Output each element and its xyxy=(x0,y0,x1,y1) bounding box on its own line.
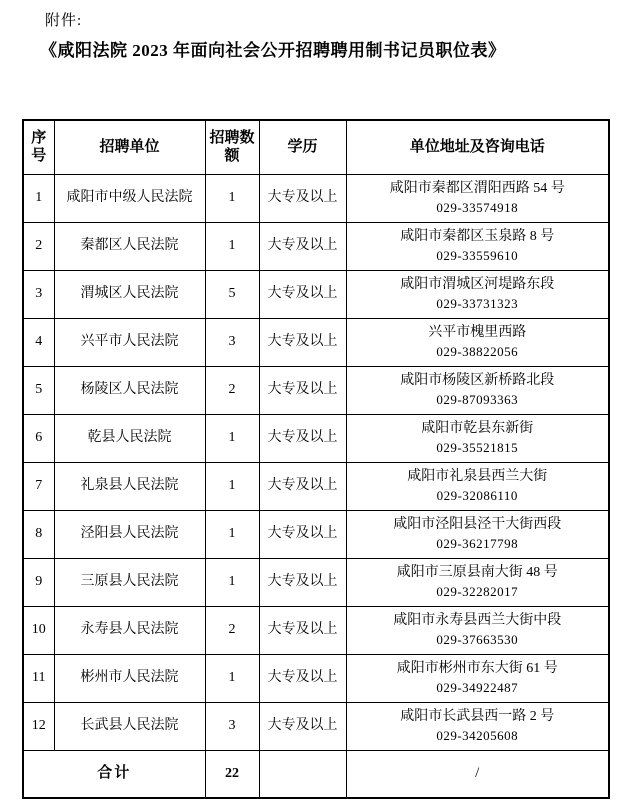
attachment-label: 附件: xyxy=(45,13,83,29)
address-line: 咸阳市渭城区河堤路东段 xyxy=(400,276,555,292)
recruiting-unit: 三原县人民法院 xyxy=(54,558,205,606)
recruiting-unit: 咸阳市中级人民法院 xyxy=(54,174,205,222)
table-row xyxy=(23,222,609,270)
phone-line: 029-87093363 xyxy=(436,391,519,407)
recruit-count: 1 xyxy=(205,414,259,462)
address-and-phone xyxy=(346,270,609,318)
total-address-slash: / xyxy=(346,750,609,798)
row-number: 1 xyxy=(23,174,54,222)
table-header-row xyxy=(23,120,609,174)
education-requirement: 大专及以上 xyxy=(259,558,346,606)
address-line: 咸阳市礼泉县西兰大街 xyxy=(407,468,548,484)
recruit-count: 1 xyxy=(205,222,259,270)
recruit-count: 1 xyxy=(205,654,259,702)
address-line: 咸阳市彬州市东大街 61 号 xyxy=(396,660,558,676)
header-recruit-count: 招聘数额 xyxy=(205,120,259,174)
recruiting-unit: 彬州市人民法院 xyxy=(54,654,205,702)
row-number: 12 xyxy=(23,702,54,750)
address-line: 咸阳市乾县东新街 xyxy=(421,420,534,436)
address-and-phone xyxy=(346,174,609,222)
recruit-count: 5 xyxy=(205,270,259,318)
recruiting-unit: 长武县人民法院 xyxy=(54,702,205,750)
recruiting-unit: 永寿县人民法院 xyxy=(54,606,205,654)
table-row xyxy=(23,270,609,318)
phone-line: 029-36217798 xyxy=(436,535,519,551)
address-and-phone xyxy=(346,462,609,510)
row-number: 5 xyxy=(23,366,54,414)
row-number: 10 xyxy=(23,606,54,654)
recruitment-positions-table xyxy=(22,119,610,799)
phone-line: 029-33574918 xyxy=(436,199,519,215)
address-and-phone xyxy=(346,606,609,654)
recruiting-unit: 乾县人民法院 xyxy=(54,414,205,462)
address-line: 咸阳市秦都区渭阳西路 54 号 xyxy=(389,180,565,196)
row-number: 11 xyxy=(23,654,54,702)
table-row xyxy=(23,558,609,606)
row-number: 9 xyxy=(23,558,54,606)
row-number: 2 xyxy=(23,222,54,270)
education-requirement: 大专及以上 xyxy=(259,366,346,414)
address-and-phone xyxy=(346,366,609,414)
education-requirement: 大专及以上 xyxy=(259,318,346,366)
recruit-count: 3 xyxy=(205,318,259,366)
table-row xyxy=(23,462,609,510)
row-number: 6 xyxy=(23,414,54,462)
address-and-phone xyxy=(346,654,609,702)
address-and-phone xyxy=(346,222,609,270)
header-recruiting-unit: 招聘单位 xyxy=(54,120,205,174)
address-line: 咸阳市永寿县西兰大街中段 xyxy=(393,612,562,628)
education-requirement: 大专及以上 xyxy=(259,222,346,270)
phone-line: 029-32282017 xyxy=(436,583,519,599)
recruiting-unit: 兴平市人民法院 xyxy=(54,318,205,366)
education-requirement: 大专及以上 xyxy=(259,654,346,702)
phone-line: 029-33559610 xyxy=(436,247,519,263)
phone-line: 029-34205608 xyxy=(436,727,519,743)
phone-line: 029-33731323 xyxy=(436,295,519,311)
phone-line: 029-38822056 xyxy=(436,343,519,359)
table-total-row xyxy=(23,750,609,798)
recruit-count: 1 xyxy=(205,462,259,510)
education-requirement: 大专及以上 xyxy=(259,270,346,318)
table-row xyxy=(23,414,609,462)
education-requirement: 大专及以上 xyxy=(259,606,346,654)
header-education: 学历 xyxy=(259,120,346,174)
phone-line: 029-35521815 xyxy=(436,439,519,455)
phone-line: 029-37663530 xyxy=(436,631,519,647)
address-and-phone xyxy=(346,558,609,606)
education-requirement: 大专及以上 xyxy=(259,174,346,222)
address-line: 咸阳市杨陵区新桥路北段 xyxy=(400,372,555,388)
total-count: 22 xyxy=(205,750,259,798)
header-serial-number: 序号 xyxy=(23,120,54,174)
address-line: 咸阳市三原县南大街 48 号 xyxy=(396,564,558,580)
recruiting-unit: 杨陵区人民法院 xyxy=(54,366,205,414)
recruiting-unit: 秦都区人民法院 xyxy=(54,222,205,270)
address-and-phone xyxy=(346,414,609,462)
recruit-count: 3 xyxy=(205,702,259,750)
education-requirement: 大专及以上 xyxy=(259,462,346,510)
education-requirement: 大专及以上 xyxy=(259,510,346,558)
recruit-count: 1 xyxy=(205,174,259,222)
table-row xyxy=(23,654,609,702)
table-row xyxy=(23,606,609,654)
education-requirement: 大专及以上 xyxy=(259,702,346,750)
page-title: 《咸阳法院 2023 年面向社会公开招聘聘用制书记员职位表》 xyxy=(40,41,506,60)
recruiting-unit: 渭城区人民法院 xyxy=(54,270,205,318)
recruiting-unit: 泾阳县人民法院 xyxy=(54,510,205,558)
address-line: 兴平市槐里西路 xyxy=(428,324,527,340)
table-row xyxy=(23,174,609,222)
phone-line: 029-34922487 xyxy=(436,679,519,695)
recruit-count: 1 xyxy=(205,510,259,558)
header-address-phone: 单位地址及咨询电话 xyxy=(346,120,609,174)
recruit-count: 2 xyxy=(205,366,259,414)
row-number: 8 xyxy=(23,510,54,558)
table-row xyxy=(23,318,609,366)
address-and-phone xyxy=(346,702,609,750)
address-line: 咸阳市秦都区玉泉路 8 号 xyxy=(400,228,555,244)
table-row xyxy=(23,366,609,414)
table-row xyxy=(23,702,609,750)
recruit-count: 1 xyxy=(205,558,259,606)
recruiting-unit: 礼泉县人民法院 xyxy=(54,462,205,510)
total-education-empty xyxy=(259,750,346,798)
phone-line: 029-32086110 xyxy=(436,487,518,503)
address-line: 咸阳市长武县西一路 2 号 xyxy=(400,708,555,724)
education-requirement: 大专及以上 xyxy=(259,414,346,462)
address-and-phone xyxy=(346,318,609,366)
address-and-phone xyxy=(346,510,609,558)
row-number: 3 xyxy=(23,270,54,318)
recruit-count: 2 xyxy=(205,606,259,654)
row-number: 4 xyxy=(23,318,54,366)
row-number: 7 xyxy=(23,462,54,510)
total-label: 合计 xyxy=(23,750,205,798)
table-row xyxy=(23,510,609,558)
address-line: 咸阳市泾阳县泾干大街西段 xyxy=(393,516,562,532)
